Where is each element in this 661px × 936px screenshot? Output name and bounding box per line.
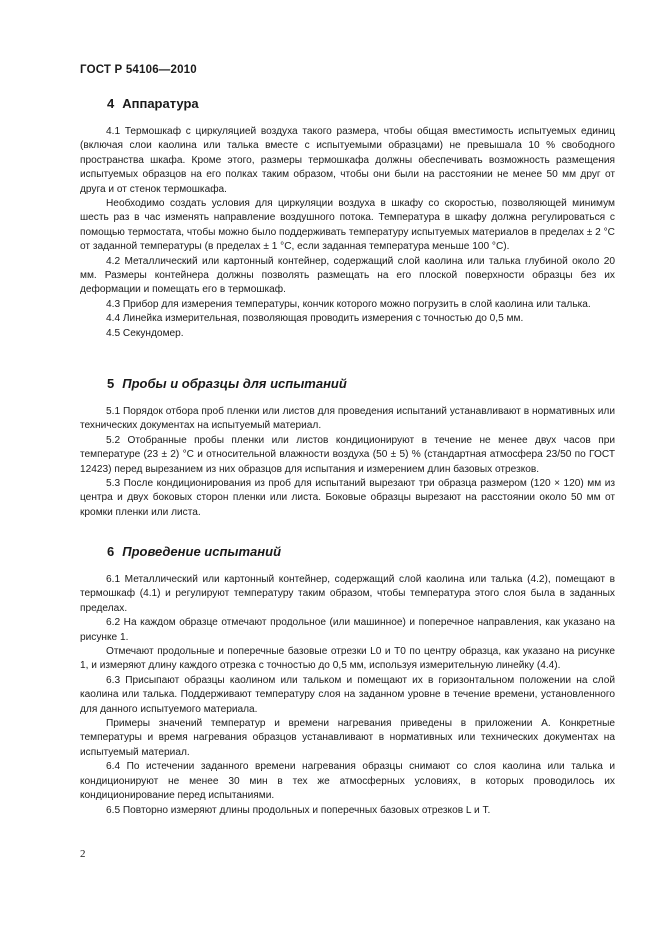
paragraph: 4.4 Линейка измерительная, позволяющая проводить измерения с точностью до 0,5 мм. bbox=[106, 313, 524, 325]
paragraph: Необходимо создать условия для циркуляции воздуха в шкафу со скоростью, позволяющей минимум шесть раз в час изменять направление воздушного потока. Температура в шкафу должна регулироваться с помощью термостата, чтобы можно было поддерживать температуру испытуемых материалов в пределах ± 2 °С от заданной температуры (в пределах ± 1 °С, если заданная температура меньше 100 °С). bbox=[80, 198, 615, 253]
section-6-body bbox=[80, 573, 615, 818]
section-number: 5 bbox=[107, 376, 115, 391]
paragraph: Отмечают продольные и поперечные базовые отрезки L0 и T0 по центру образца, как указано на рисунке 1, и измеряют длину каждого отрезка с точностью до 0,5 мм, используя измерительную линейку (4.4). bbox=[80, 646, 615, 672]
paragraph: 4.2 Металлический или картонный контейнер, содержащий слой каолина или талька глубиной около 20 мм. Размеры контейнера должны позволять размещать на его плоской поверхности образцы без их деформации и помещать его в термошкаф. bbox=[80, 255, 615, 296]
paragraph: 6.3 Присыпают образцы каолином или тальком и помещают их в горизонтальном положении на слой каолина или талька. Поддерживают температуру слоя на заданном уровне в течение времени, установленного для данного испытуемого материала. bbox=[80, 674, 615, 715]
section-title: Пробы и образцы для испытаний bbox=[122, 376, 347, 391]
paragraph: 6.1 Металлический или картонный контейнер, содержащий слой каолина или талька (4.2), помещают в термошкаф (4.1) и регулируют температуру таким образом, чтобы температура этого слоя была в заданных пределах. bbox=[80, 574, 615, 614]
paragraph: 4.5 Секундомер. bbox=[106, 327, 184, 339]
paragraph: 6.5 Повторно измеряют длины продольных и поперечных базовых отрезков L и T. bbox=[106, 804, 491, 816]
paragraph: Примеры значений температур и времени нагревания приведены в приложении А. Конкретные температуры и время нагревания образцов устанавливают в нормативных или технических документах на испытуемый материал. bbox=[80, 718, 615, 758]
paragraph: 5.3 После кондиционирования из проб для испытаний вырезают три образца размером (120 × 120) мм из центра и двух боковых сторон пленки или листа. Боковые образцы вырезают на расстоянии около 50 мм от кромки пленки или листа. bbox=[80, 478, 615, 518]
section-4-body bbox=[80, 125, 615, 341]
paragraph: 5.2 Отобранные пробы пленки или листов кондиционируют в течение не менее двух часов при температуре (23 ± 2) °С и относительной влажности воздуха (50 ± 5) % (стандартная атмосфера 23/50 по ГОСТ 12423) перед вырезанием из них образцов для испытания и измерением длин базовых отрезков. bbox=[80, 434, 615, 475]
section-4-heading bbox=[107, 96, 199, 111]
paragraph: 4.1 Термошкаф с циркуляцией воздуха такого размера, чтобы общая вместимость испытуемых единиц (включая слои каолина или талька вместе с испытуемыми образцами) не превышала 10 % свободного пространства шкафа. Кроме этого, размеры термошкафа должны обеспечивать возможность размещения испытуемых образцов на его полках таким образом, чтобы они были на расстоянии не менее 50 мм друг от друга и от стенок термошкафа. bbox=[80, 126, 615, 195]
section-number: 6 bbox=[107, 544, 115, 559]
section-5-body bbox=[80, 405, 615, 520]
section-title: Проведение испытаний bbox=[122, 544, 282, 559]
document-header: ГОСТ Р 54106—2010 bbox=[80, 64, 197, 76]
section-5-heading bbox=[107, 376, 347, 391]
paragraph: 5.1 Порядок отбора проб пленки или листов для проведения испытаний устанавливают в нормативных или технических документах на испытуемый материал. bbox=[80, 406, 615, 432]
page-number: 2 bbox=[80, 848, 86, 860]
paragraph: 6.2 На каждом образце отмечают продольное (или машинное) и поперечное направления, как указано на рисунке 1. bbox=[80, 617, 615, 643]
section-number: 4 bbox=[107, 96, 115, 111]
paragraph: 4.3 Прибор для измерения температуры, кончик которого можно погрузить в слой каолина или талька. bbox=[106, 298, 591, 310]
section-6-heading bbox=[107, 544, 281, 559]
paragraph: 6.4 По истечении заданного времени нагревания образцы снимают со слоя каолина или талька и кондиционируют не менее 30 мин в тех же атмосферных условиях, в которых проводилось их кондиционирование перед испытаниями. bbox=[80, 761, 615, 802]
section-title: Аппаратура bbox=[122, 96, 199, 111]
